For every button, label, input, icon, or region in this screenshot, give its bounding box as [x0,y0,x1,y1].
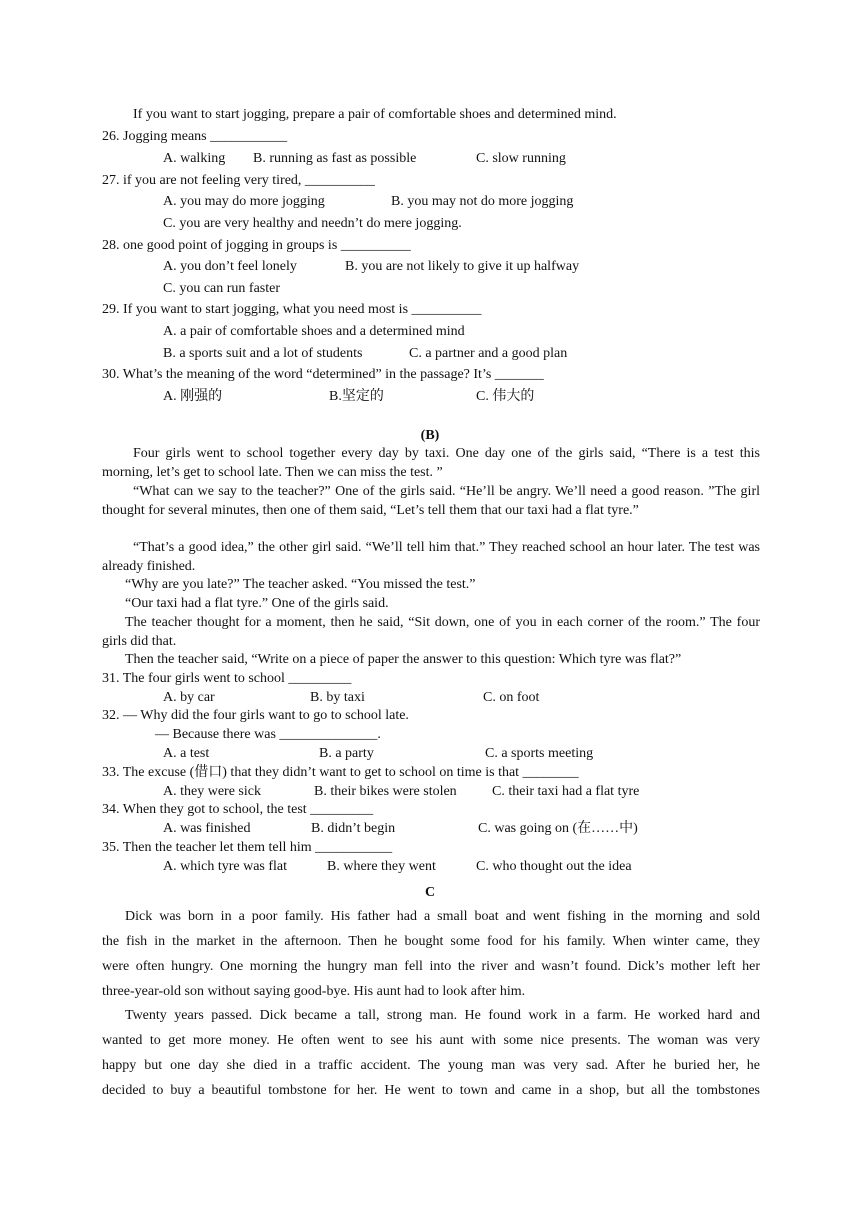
q28-option-a: A. you don’t feel lonely [163,259,297,274]
q30-option-b: B.坚定的 [329,389,384,404]
q30-option-a: A. 刚强的 [163,389,223,404]
q33-option-a: A. they were sick [163,784,261,799]
q31-option-c: C. on foot [483,690,540,705]
q32-option-a: A. a test [163,746,210,761]
q26-option-c: C. slow running [476,151,566,166]
passage-c-line-7: happy but one day she died in a traffic accident. The young man was very sad. After he buried her, he [102,1058,760,1073]
q34-option-a: A. was finished [163,821,251,836]
question-27-stem: 27. if you are not feeling very tired, __________ [102,173,375,188]
q28-option-c: C. you can run faster [163,281,281,296]
question-29-stem: 29. If you want to start jogging, what you need most is __________ [102,302,482,317]
q31-option-b: B. by taxi [310,690,365,705]
question-26-stem: 26. Jogging means ___________ [102,129,288,144]
question-28-stem: 28. one good point of jogging in groups is __________ [102,238,411,253]
q27-option-c: C. you are very healthy and needn’t do mere jogging. [163,216,462,231]
passage-c-line-6: wanted to get more money. He often went to see his aunt with some nice presents. The woman was very [102,1033,760,1048]
question-34-stem: 34. When they got to school, the test _________ [102,802,374,817]
question-31-stem: 31. The four girls went to school _________ [102,671,352,686]
q33-option-b: B. their bikes were stolen [314,784,457,799]
question-33-stem: 33. The excuse (借口) that they didn’t want to get to school on time is that ________ [102,765,579,780]
passage-b-paragraph-5: “Our taxi had a flat tyre.” One of the girls said. [125,596,389,611]
intro-line: If you want to start jogging, prepare a pair of comfortable shoes and determined mind. [133,107,617,122]
q35-option-c: C. who thought out the idea [476,859,632,874]
section-c-heading: C [424,885,436,900]
section-b-heading: (B) [420,428,440,443]
passage-b-paragraph-7: Then the teacher said, “Write on a piece of paper the answer to this question: Which tyre was flat?” [125,652,682,667]
question-32-stem: 32. — Why did the four girls want to go to school late. [102,708,409,723]
q34-option-b: B. didn’t begin [311,821,396,836]
passage-b-paragraph-2: “What can we say to the teacher?” One of the girls said. “He’ll be angry. We’ll need a good reason. ”The girl thought for several minutes, then one of them said, “Let’s tell them that our taxi had a flat tyre.” [102,484,760,518]
passage-b-paragraph-1: Four girls went to school together every day by taxi. One day one of the girls said, “There is a test this morning, let’s get to school late. Then we can miss the test. ” [102,446,760,480]
q31-option-a: A. by car [163,690,215,705]
q27-option-a: A. you may do more jogging [163,194,325,209]
q29-option-b: B. a sports suit and a lot of students [163,346,363,361]
q30-option-c: C. 伟大的 [476,389,535,404]
q29-option-a: A. a pair of comfortable shoes and a determined mind [163,324,465,339]
passage-b-paragraph-4: “Why are you late?” The teacher asked. “You missed the test.” [125,577,476,592]
q27-option-b: B. you may not do more jogging [391,194,574,209]
question-30-stem: 30. What’s the meaning of the word “determined” in the passage? It’s _______ [102,367,544,382]
q28-option-b: B. you are not likely to give it up halfway [345,259,580,274]
passage-b-paragraph-3: “That’s a good idea,” the other girl said. “We’ll tell him that.” They reached school an hour later. The test was already finished. [102,540,760,574]
passage-c-line-5: Twenty years passed. Dick became a tall, strong man. He found work in a farm. He worked hard and [125,1008,760,1023]
q35-option-a: A. which tyre was flat [163,859,288,874]
q26-option-a: A. walking [163,151,226,166]
passage-c-line-3: were often hungry. One morning the hungry man fell into the river and wasn’t found. Dick’s mother left her [102,959,760,974]
q26-option-b: B. running as fast as possible [253,151,417,166]
q33-option-c: C. their taxi had a flat tyre [492,784,640,799]
q34-option-c: C. was going on (在……中) [478,821,638,836]
passage-b-paragraph-6: The teacher thought for a moment, then he said, “Sit down, one of you in each corner of the room.” The four girls did that. [102,615,760,649]
q29-option-c: C. a partner and a good plan [409,346,568,361]
q32-option-c: C. a sports meeting [485,746,594,761]
question-35-stem: 35. Then the teacher let them tell him ___________ [102,840,393,855]
passage-c-line-1: Dick was born in a poor family. His father had a small boat and went fishing in the morning and sold [125,909,760,924]
q32-option-b: B. a party [319,746,374,761]
passage-c-line-8: decided to buy a beautiful tombstone for her. He went to town and came in a shop, but all the tombstones [102,1083,760,1098]
q35-option-b: B. where they went [327,859,436,874]
passage-c-line-2: the fish in the market in the afternoon. Then he bought some food for his family. When winter came, they [102,934,760,949]
question-32-sub: — Because there was ______________. [155,727,381,742]
passage-c-line-4: three-year-old son without saying good-bye. His aunt had to look after him. [102,984,526,999]
